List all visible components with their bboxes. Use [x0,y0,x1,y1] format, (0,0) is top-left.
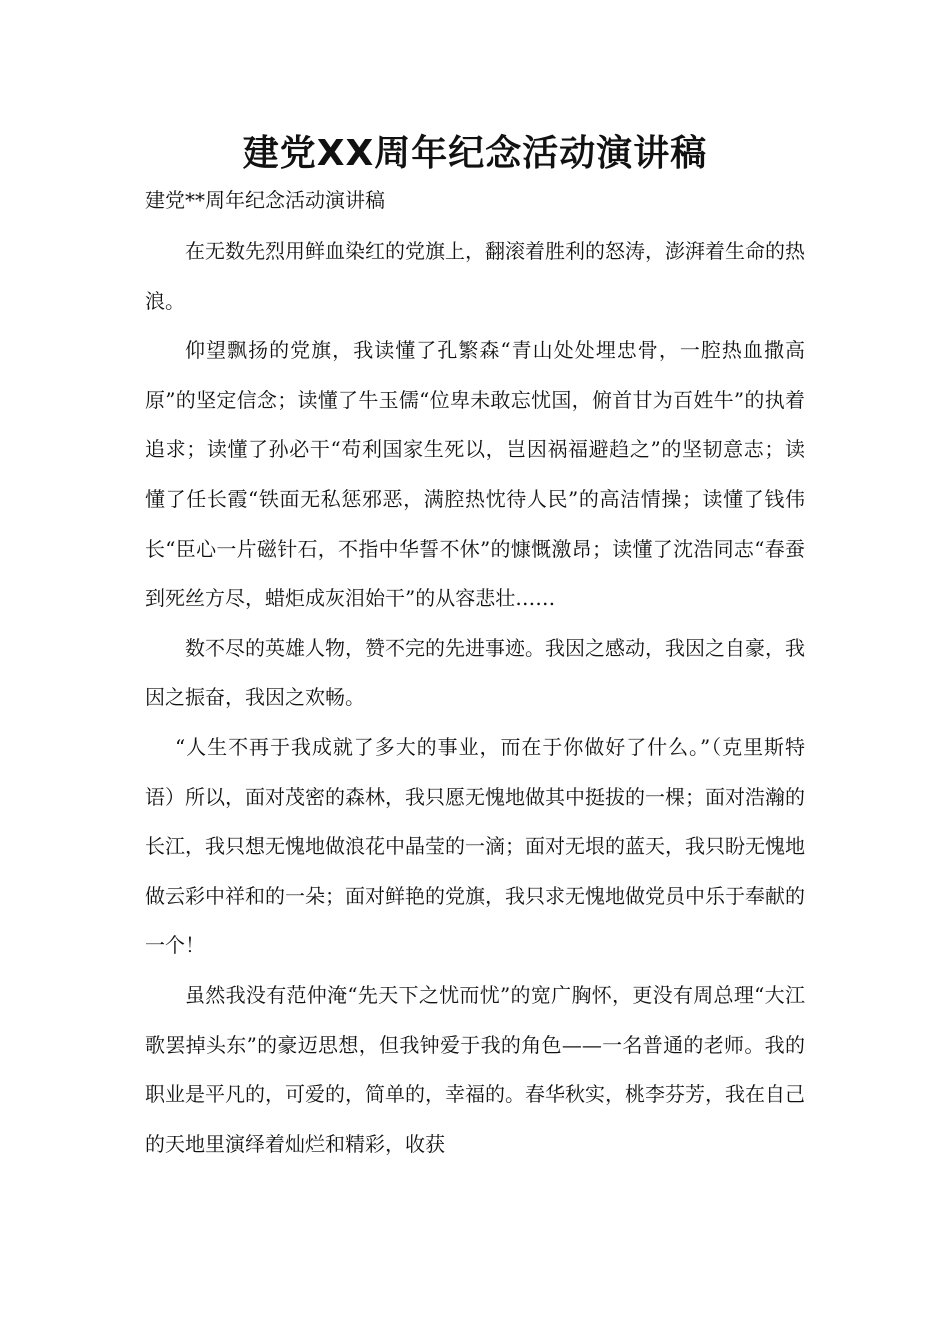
paragraph-2: 仰望飘扬的党旗，我读懂了孔繁森“青山处处埋忠骨，一腔热血撒高原”的坚定信念；读懂了牛玉儒“位卑未敢忘忧国，俯首甘为百姓牛”的执着追求；读懂了孙必干“苟利国家生死以，岂因祸福避趋之”的坚韧意志；读懂了任长霞“铁面无私惩邪恶，满腔热忱待人民”的高洁情操；读懂了钱伟长“臣心一片磁针石，不指中华誓不休”的慷慨激昂；读懂了沈浩同志“春蚕到死丝方尽，蜡炬成灰泪始干”的从容悲壮…… [145,338,805,611]
paragraph-3: 数不尽的英雄人物，赞不完的先进事迹。我因之感动，我因之自豪，我因之振奋，我因之欢畅。 [145,635,805,710]
paragraph-4: “人生不再于我成就了多大的事业，而在于你做好了什么。”（克里斯特语）所以，面对茂密的森林，我只愿无愧地做其中挺拔的一棵；面对浩瀚的长江，我只想无愧地做浪花中晶莹的一滴；面对无垠的蓝天，我只盼无愧地做云彩中祥和的一朵；面对鲜艳的党旗，我只求无愧地做党员中乐于奉献的一个！ [145,734,805,958]
document-body [145,227,805,1169]
paragraph-5: 虽然我没有范仲淹“先天下之忧而忧”的宽广胸怀，更没有周总理“大江歌罢掉头东”的豪迈思想，但我钟爱于我的角色——一名普通的老师。我的职业是平凡的，可爱的，简单的，幸福的。春华秋实，桃李芬芳，我在自己的天地里演绎着灿烂和精彩，收获 [145,982,805,1156]
paragraph-1: 在无数先烈用鲜血染红的党旗上，翻滚着胜利的怒涛，澎湃着生命的热浪。 [145,239,805,313]
document-subtitle: 建党**周年纪念活动演讲稿 [145,188,385,212]
document-title: 建党XX周年纪念活动演讲稿 [242,133,708,174]
